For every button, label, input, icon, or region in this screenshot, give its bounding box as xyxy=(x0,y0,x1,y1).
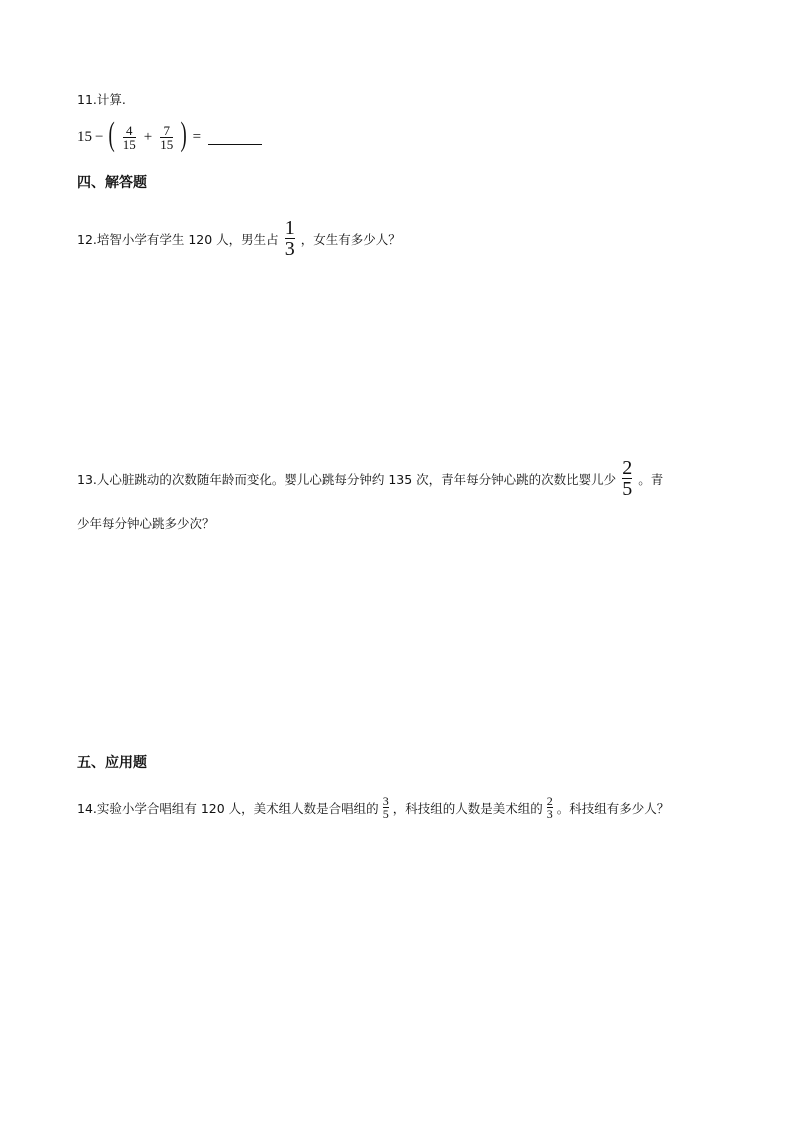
question-14-part-2: ，科技组的人数是美术组的 xyxy=(392,800,543,816)
fraction-numerator: 1 xyxy=(284,217,295,239)
question-11-label: 11.计算. xyxy=(77,92,126,107)
fraction-denominator: 3 xyxy=(546,807,553,821)
fraction-1-3 xyxy=(285,218,295,259)
question-14 xyxy=(77,795,669,820)
fraction-numerator: 2 xyxy=(546,794,553,808)
question-13-text-after: 。青 xyxy=(638,471,664,487)
left-paren: ( xyxy=(109,116,116,153)
question-12 xyxy=(77,218,401,259)
expr-plus: + xyxy=(143,128,153,145)
fraction-denominator: 5 xyxy=(382,807,389,821)
fraction-denominator: 15 xyxy=(160,136,174,152)
expr-minus: − xyxy=(95,128,104,145)
fraction-4-15 xyxy=(123,124,136,151)
answer-blank[interactable] xyxy=(208,130,262,145)
fraction-numerator: 4 xyxy=(126,122,133,138)
question-13-line-2: 少年每分钟心跳多少次？ xyxy=(77,516,215,531)
question-14-part-1: 14.实验小学合唱组有 120 人，美术组人数是合唱组的 xyxy=(77,800,379,816)
expr-equals: = xyxy=(192,128,202,145)
fraction-denominator: 15 xyxy=(122,136,136,152)
section-4-title: 四、解答题 xyxy=(77,175,147,191)
fraction-numerator: 3 xyxy=(382,794,389,808)
fraction-denominator: 3 xyxy=(284,238,295,260)
question-13-text-before: 13.人心脏跳动的次数随年龄而变化。婴儿心跳每分钟约 135 次，青年每分钟心跳的次数比婴儿少 xyxy=(77,471,617,487)
fraction-numerator: 7 xyxy=(163,122,171,138)
question-14-part-3: 。科技组有多少人？ xyxy=(556,800,670,816)
fraction-7-15 xyxy=(160,124,173,151)
fraction-2-5 xyxy=(622,458,632,499)
fraction-2-3 xyxy=(547,795,553,820)
question-12-text-after: ，女生有多少人？ xyxy=(300,231,401,247)
right-paren: ) xyxy=(180,116,188,153)
expr-whole: 15 xyxy=(77,128,92,145)
question-12-text-before: 12.培智小学有学生 120 人，男生占 xyxy=(77,231,279,247)
fraction-denominator: 5 xyxy=(622,478,633,500)
question-13-line-1 xyxy=(77,458,663,499)
fraction-3-5 xyxy=(383,795,389,820)
fraction-numerator: 2 xyxy=(622,457,633,479)
question-11-expression xyxy=(77,116,262,153)
section-5-title: 五、应用题 xyxy=(77,755,147,771)
